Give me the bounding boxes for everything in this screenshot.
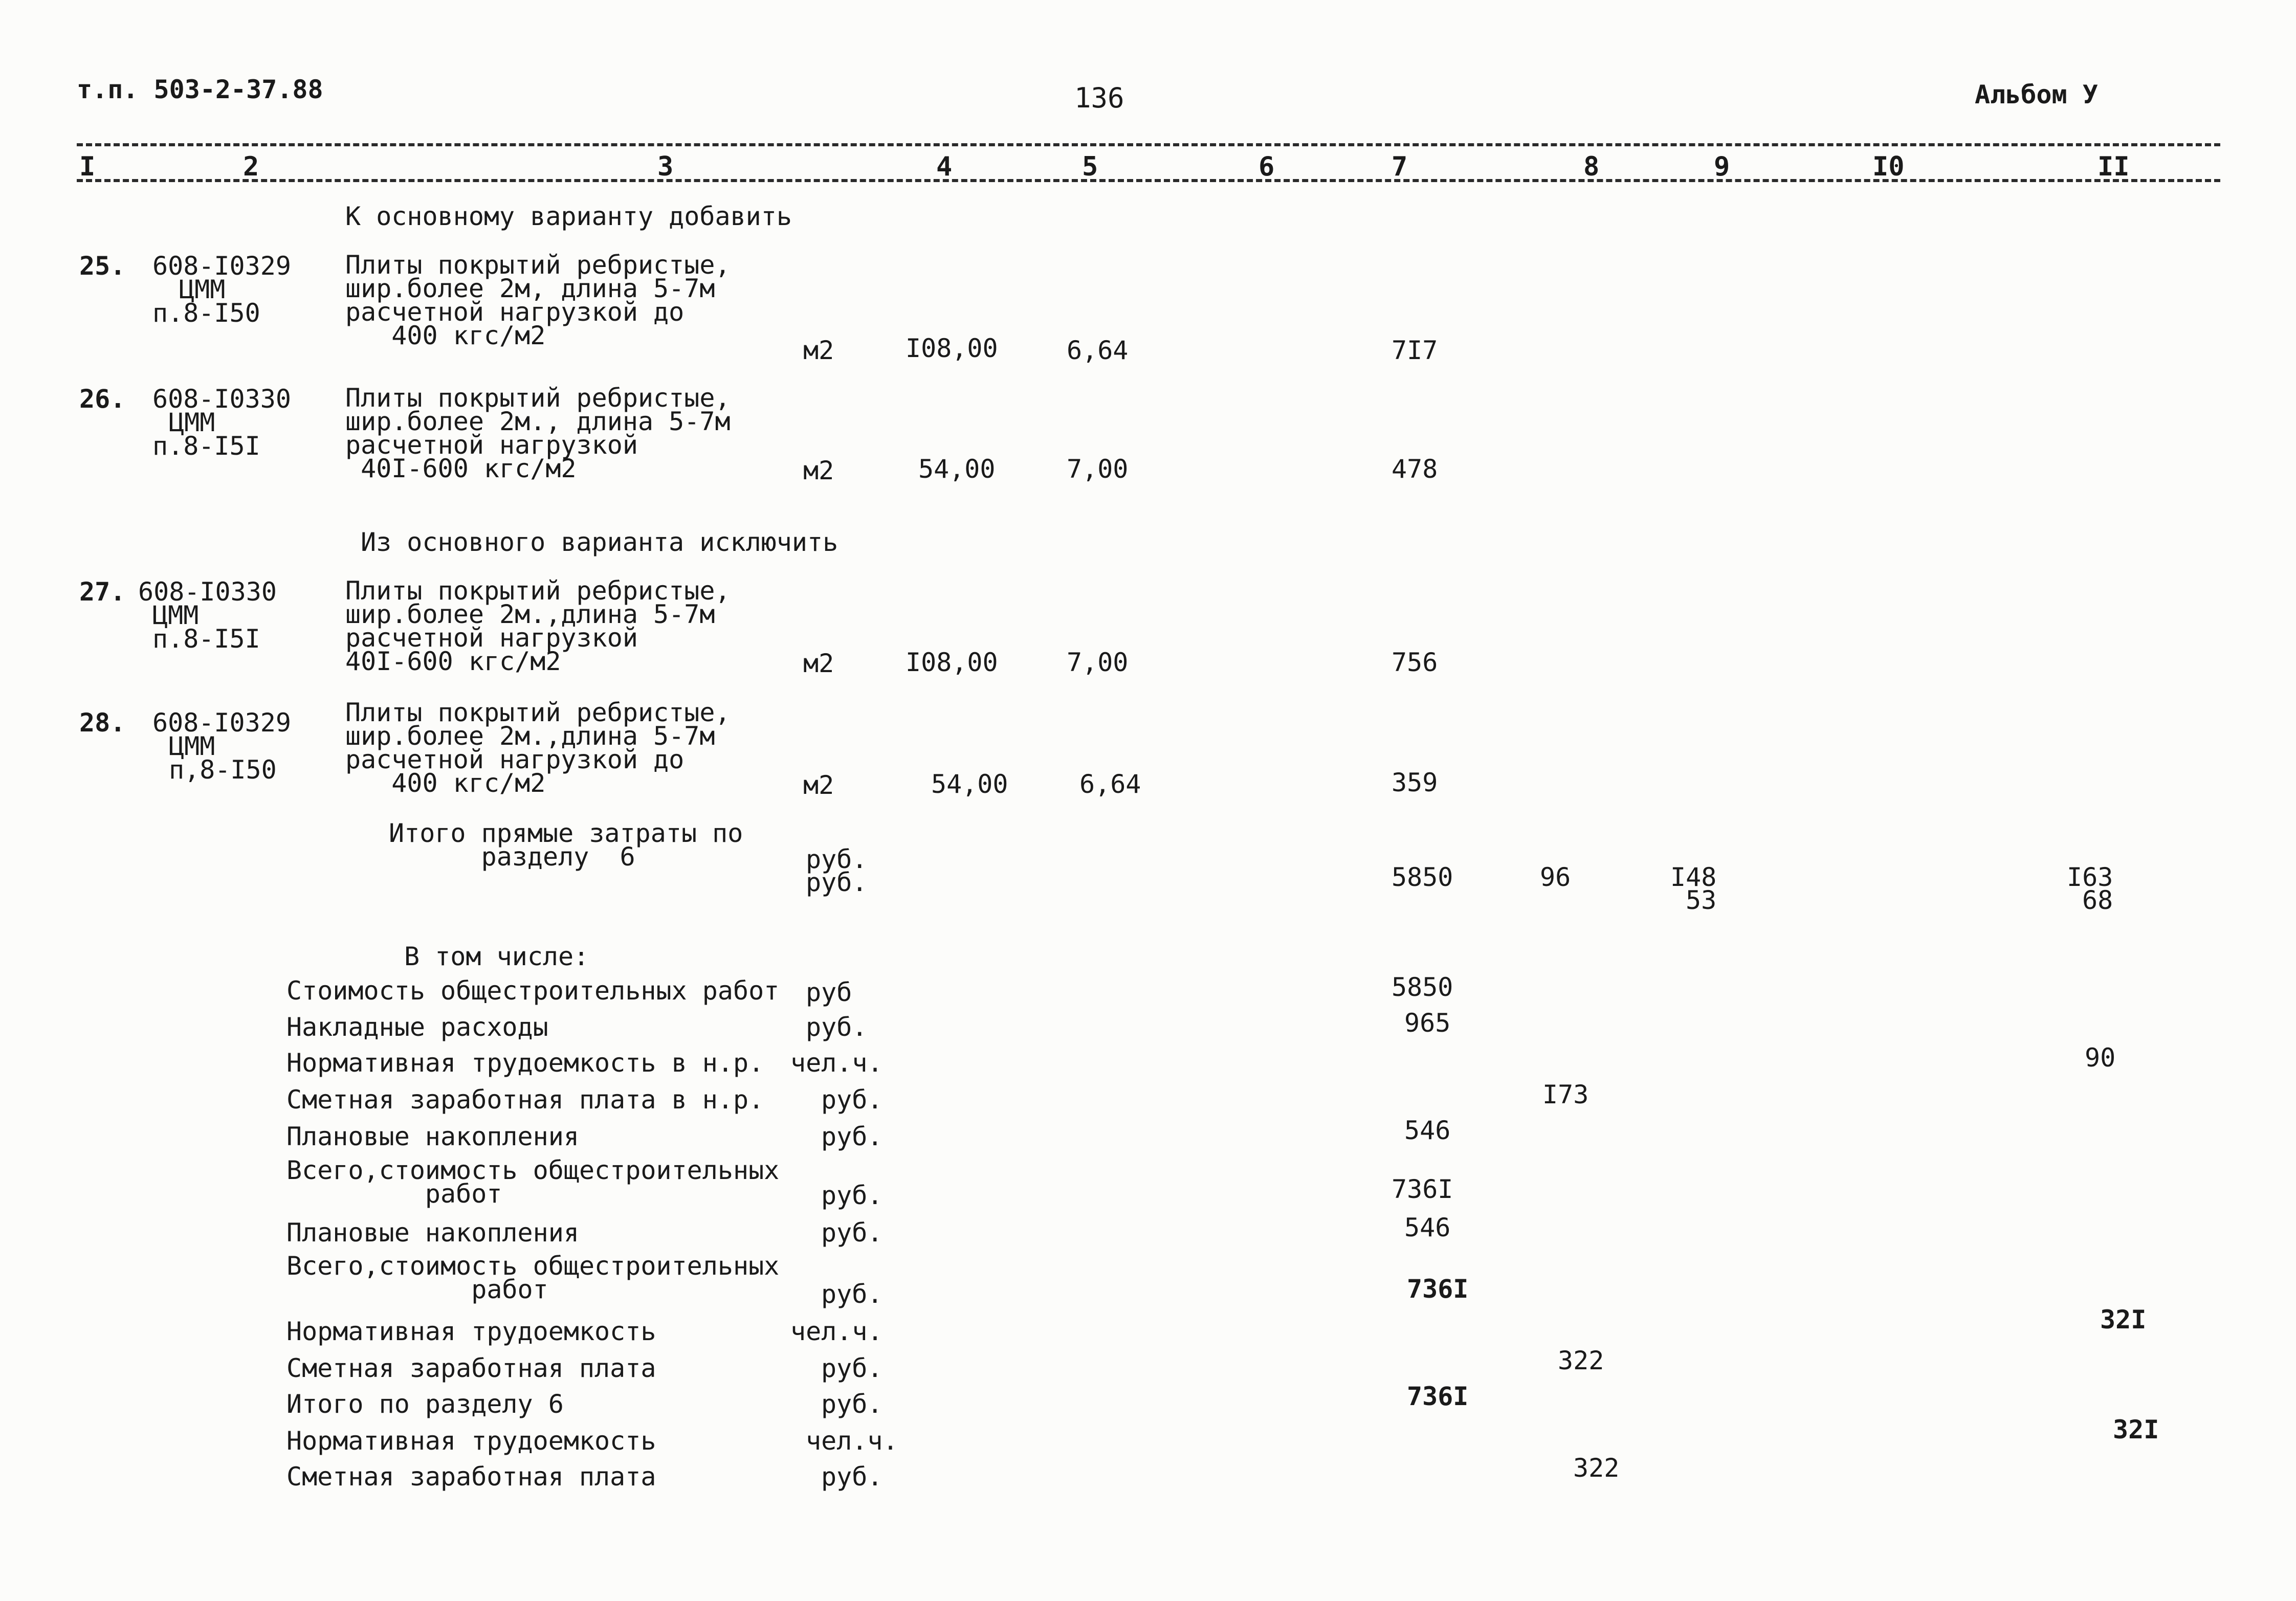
page-number: 136 <box>1074 82 1124 114</box>
direct-costs-unit: руб. <box>806 844 868 874</box>
summary-label: Нормативная трудоемкость <box>286 1426 656 1456</box>
summary-label: Нормативная трудоемкость <box>286 1317 656 1346</box>
item-source: ЦММ <box>169 731 215 761</box>
column-number-7: 7 <box>1392 151 1408 182</box>
item-unit: м2 <box>803 649 834 678</box>
summary-value: 736I <box>1407 1274 1469 1304</box>
summary-label: Плановые накопления <box>286 1122 579 1151</box>
summary-label: Плановые накопления <box>286 1218 579 1248</box>
item-total: 7I7 <box>1392 336 1438 365</box>
summary-value: 32I <box>2113 1415 2159 1444</box>
item-description: Плиты покрытий ребристые, шир.более 2м, длина 5-7м расчетной нагрузкой до 400 кгс/м2 <box>345 250 731 350</box>
including-label: В том числе: <box>404 942 589 971</box>
summary-value: 5850 <box>1392 972 1453 1002</box>
summary-value: 32I <box>2100 1305 2147 1335</box>
summary-value: 546 <box>1404 1116 1451 1145</box>
summary-label: Всего,стоимость общестроительных работ <box>286 1155 780 1209</box>
album-label: Альбом У <box>1975 80 2098 109</box>
summary-label: Сметная заработная плата <box>286 1462 656 1492</box>
item-unit: м2 <box>803 770 834 800</box>
summary-label: Нормативная трудоемкость в н.р. <box>286 1048 764 1078</box>
item-unit: м2 <box>803 456 834 485</box>
summary-value: 322 <box>1558 1346 1604 1375</box>
summary-unit: чел.ч. <box>790 1048 883 1078</box>
item-ref: п,8-I50 <box>169 755 277 785</box>
item-code: 608-I0329 <box>152 251 291 281</box>
summary-unit: чел.ч. <box>806 1426 898 1456</box>
item-price: 7,00 <box>1067 454 1129 484</box>
summary-value: 965 <box>1404 1008 1451 1038</box>
summary-value: 736I <box>1407 1382 1469 1411</box>
item-code: 608-I0329 <box>152 708 291 738</box>
item-total: 756 <box>1392 648 1438 677</box>
column-number-11: II <box>2098 151 2130 182</box>
summary-unit: руб. <box>821 1085 883 1115</box>
summary-label: Накладные расходы <box>286 1012 548 1042</box>
item-description: Плиты покрытий ребристые, шир.более 2м., длина 5-7м расчетной нагрузкой 40I-600 кгс/м2 <box>345 383 731 483</box>
column-number-9: 9 <box>1714 151 1730 182</box>
item-unit: м2 <box>803 336 834 365</box>
summary-unit: руб. <box>821 1462 883 1492</box>
summary-value: 546 <box>1404 1213 1451 1242</box>
item-code: 608-I0330 <box>138 577 277 607</box>
item-number: 25. <box>79 251 126 281</box>
summary-unit: руб. <box>821 1122 883 1151</box>
direct-costs-col9-bottom: 53 <box>1686 885 1717 915</box>
item-quantity: 54,00 <box>931 769 1008 799</box>
column-number-1: I <box>79 151 96 182</box>
summary-label: Стоимость общестроительных работ <box>286 976 780 1006</box>
summary-value: 736I <box>1392 1174 1453 1204</box>
summary-value: 90 <box>2085 1043 2116 1073</box>
item-ref: п.8-I5I <box>152 624 260 654</box>
item-price: 7,00 <box>1067 648 1129 677</box>
summary-label: Сметная заработная плата <box>286 1353 656 1383</box>
direct-costs-col11-top: I63 <box>2067 862 2113 892</box>
summary-label: Сметная заработная плата в н.р. <box>286 1085 764 1115</box>
item-price: 6,64 <box>1079 769 1141 799</box>
column-number-4: 4 <box>936 151 953 182</box>
header-dash-line-top <box>77 143 2220 146</box>
direct-costs-col7: 5850 <box>1392 862 1453 892</box>
item-quantity: 54,00 <box>918 454 996 484</box>
item-source: ЦММ <box>169 408 215 437</box>
summary-value: 322 <box>1573 1453 1620 1483</box>
item-ref: п.8-I5I <box>152 431 260 461</box>
item-source: ЦММ <box>179 275 226 304</box>
item-total: 359 <box>1392 768 1438 797</box>
direct-costs-col11-bottom: 68 <box>2082 885 2113 915</box>
item-source: ЦММ <box>152 601 199 630</box>
summary-label: Итого по разделу 6 <box>286 1389 564 1419</box>
item-price: 6,64 <box>1067 336 1129 365</box>
item-number: 26. <box>79 384 126 414</box>
summary-unit: руб. <box>821 1279 883 1309</box>
item-quantity: I08,00 <box>906 648 998 677</box>
summary-unit: руб <box>806 977 852 1007</box>
summary-unit: руб. <box>821 1389 883 1419</box>
column-number-2: 2 <box>243 151 259 182</box>
summary-unit: руб. <box>806 1012 868 1042</box>
column-number-8: 8 <box>1583 151 1600 182</box>
section-title-remove: Из основного варианта исключить <box>361 527 838 557</box>
summary-unit: руб. <box>821 1353 883 1383</box>
direct-costs-label: Итого прямые затраты по разделу 6 <box>389 818 743 872</box>
item-description: Плиты покрытий ребристые, шир.более 2м.,длина 5-7м расчетной нагрузкой 40I-600 кгс/м2 <box>345 576 731 676</box>
item-quantity: I08,00 <box>906 333 998 363</box>
column-number-6: 6 <box>1259 151 1275 182</box>
summary-label: Всего,стоимость общестроительных работ <box>286 1251 780 1304</box>
summary-value: I73 <box>1542 1080 1589 1109</box>
section-title-add: К основному варианту добавить <box>345 202 792 231</box>
column-number-3: 3 <box>657 151 674 182</box>
summary-unit: руб. <box>821 1218 883 1248</box>
item-number: 27. <box>79 577 126 607</box>
column-number-5: 5 <box>1082 151 1098 182</box>
column-number-10: I0 <box>1872 151 1905 182</box>
doc-reference: т.п. 503-2-37.88 <box>77 75 323 104</box>
item-code: 608-I0330 <box>152 384 291 414</box>
direct-costs-col8: 96 <box>1540 862 1571 892</box>
item-number: 28. <box>79 708 126 738</box>
item-ref: п.8-I50 <box>152 298 260 328</box>
summary-unit: руб. <box>821 1181 883 1210</box>
direct-costs-unit: руб. <box>806 868 868 897</box>
summary-unit: чел.ч. <box>790 1317 883 1346</box>
direct-costs-col9-top: I48 <box>1670 862 1717 892</box>
item-total: 478 <box>1392 454 1438 484</box>
item-description: Плиты покрытий ребристые, шир.более 2м.,длина 5-7м расчетной нагрузкой до 400 кгс/м2 <box>345 698 731 798</box>
